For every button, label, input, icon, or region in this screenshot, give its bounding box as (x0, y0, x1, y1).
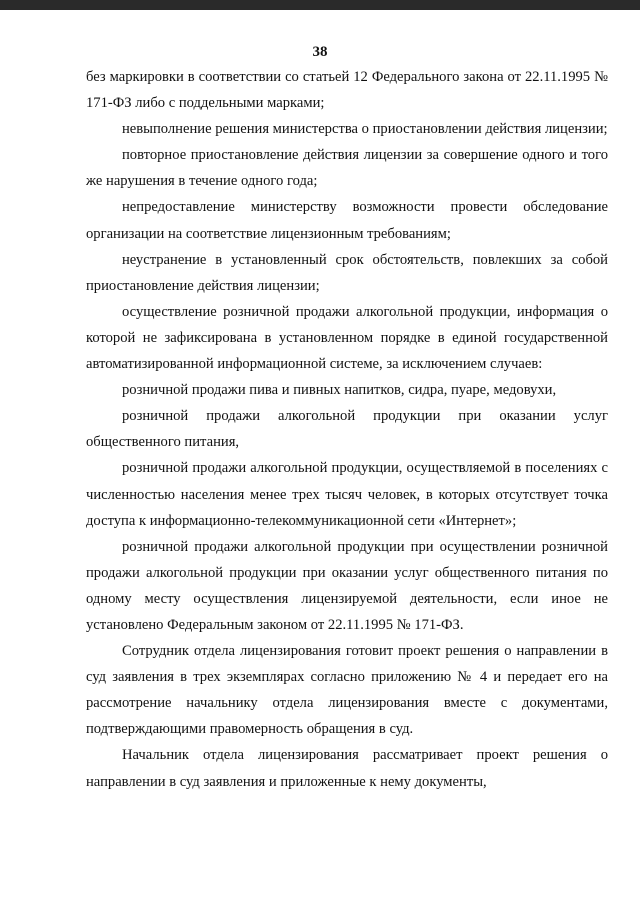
page-number: 38 (312, 44, 328, 60)
paragraph-12: Начальник отдела лицензирования рассматривает проект решения о направлении в суд заявления и приложенные к нему документы, (86, 747, 608, 790)
paragraph-1: без маркировки в соответствии со статьей 12 Федерального закона от 22.11.1995 № 171-ФЗ либо с поддельными марками; (86, 69, 608, 112)
paragraph-5: неустранение в установленный срок обстоятельств, повлекших за собой приостановление действия лицензии; (86, 251, 608, 294)
paragraph-7: розничной продажи пива и пивных напитков, сидра, пуаре, медовухи, (122, 382, 557, 399)
paragraph-9: розничной продажи алкогольной продукции, осуществляемой в поселениях с численностью населения менее трех тысяч человек, в которых отсутствует точка доступа к информационно-телекоммуникационной сети «Интернет»; (86, 460, 608, 529)
paragraph-10: розничной продажи алкогольной продукции при осуществлении розничной продажи алкогольной продукции при оказании услуг общественного питания по одному месту осуществления лицензируемой деятельности, если иное не установлено Федеральным законом от 22.11.1995 № 171-ФЗ. (86, 538, 608, 633)
document-body (86, 64, 608, 795)
paragraph-4: непредоставление министерству возможности провести обследование организации на соответствие лицензионным требованиям; (86, 199, 608, 242)
paragraph-8: розничной продажи алкогольной продукции при оказании услуг общественного питания, (86, 408, 608, 451)
scan-top-border (0, 0, 640, 10)
paragraph-3: повторное приостановление действия лицензии за совершение одного и того же нарушения в течение одного года; (86, 147, 608, 190)
paragraph-2: невыполнение решения министерства о приостановлении действия лицензии; (122, 121, 608, 138)
paragraph-11: Сотрудник отдела лицензирования готовит проект решения о направлении в суд заявления в трех экземплярах согласно приложению № 4 и передает его на рассмотрение начальнику отдела лицензирования вместе с документами, подтверждающими правомерность обращения в суд. (86, 643, 608, 738)
paragraph-6: осуществление розничной продажи алкогольной продукции, информация о которой не зафиксирована в установленном порядке в единой государственной автоматизированной информационной системе, за исключением случаев: (86, 303, 608, 373)
